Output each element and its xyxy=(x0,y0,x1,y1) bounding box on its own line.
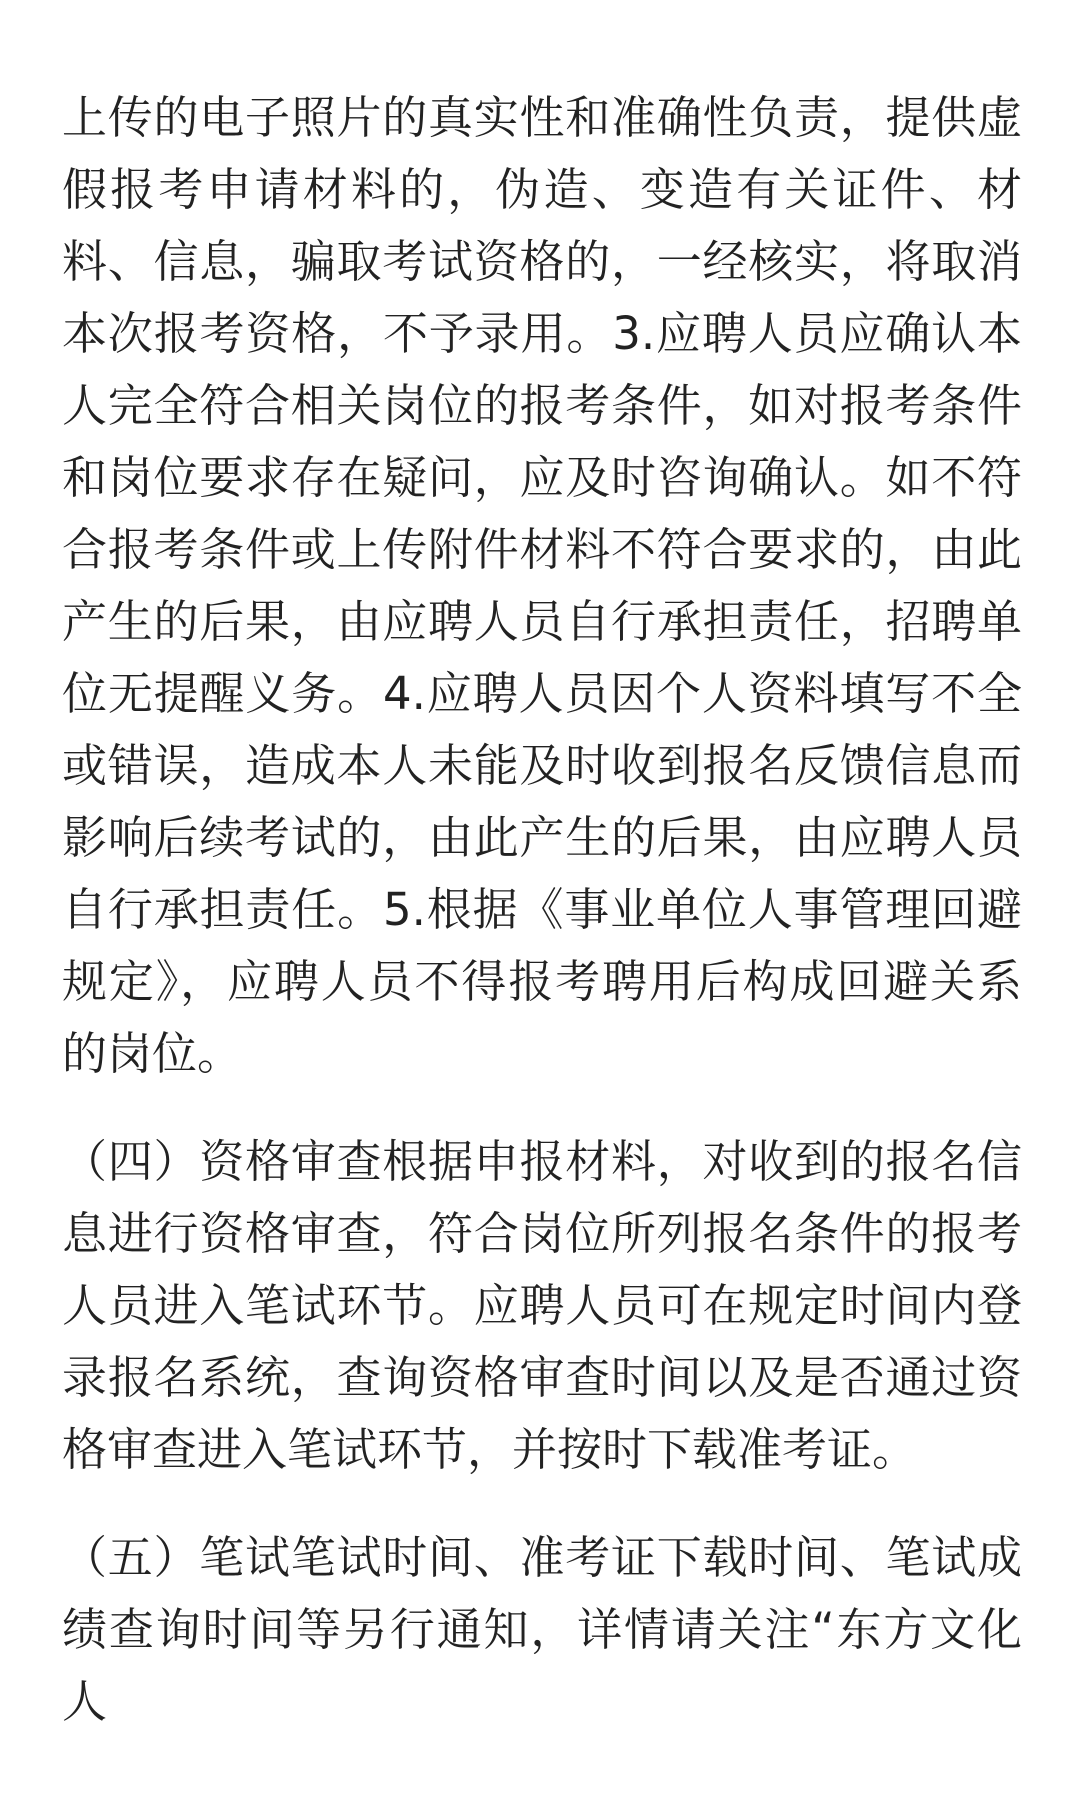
paragraph-qualification-review: （四）资格审查根据申报材料，对收到的报名信息进行资格审查，符合岗位所列报名条件的报考人员进入笔试环节。应聘人员可在规定时间内登录报名系统，查询资格审查时间以及是否通过资格审查进入笔试环节，并按时下载准考证。 xyxy=(62,1135,1022,1476)
paragraph-application-rules: 上传的电子照片的真实性和准确性负责，提供虚假报考申请材料的，伪造、变造有关证件、材料、信息，骗取考试资格的，一经核实，将取消本次报考资格，不予录用。3.应聘人员应确认本人完全符合相关岗位的报考条件，如对报考条件和岗位要求存在疑问，应及时咨询确认。如不符合报考条件或上传附件材料不符合要求的，由此产生的后果，由应聘人员自行承担责任，招聘单位无提醒义务。4.应聘人员因个人资料填写不全或错误，造成本人未能及时收到报名反馈信息而影响后续考试的，由此产生的后果，由应聘人员自行承担责任。5.根据《事业单位人事管理回避规定》，应聘人员不得报考聘用后构成回避关系的岗位。 xyxy=(62,91,1022,1080)
article-body xyxy=(62,82,1022,1738)
paragraph-written-exam: （五）笔试笔试时间、准考证下载时间、笔试成绩查询时间等另行通知，详情请关注“东方文化人 xyxy=(62,1531,1022,1728)
